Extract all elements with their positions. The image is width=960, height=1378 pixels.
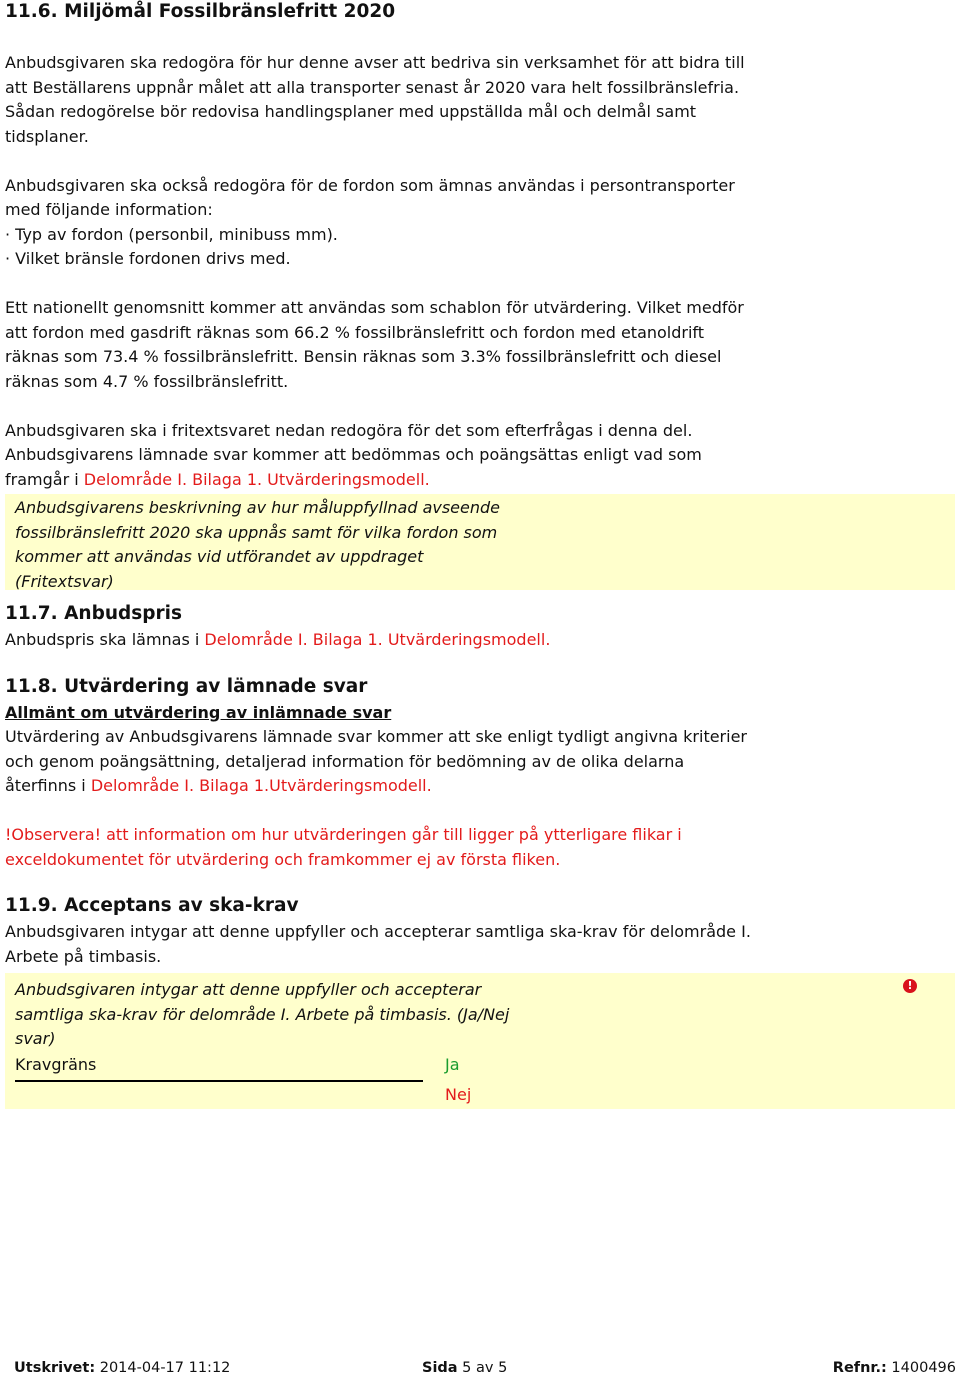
text-line: Anbudsgivaren ska redogöra för hur denne avser att bedriva sin verksamhet för att bidra till xyxy=(5,53,745,72)
evaluation-model-reference: Delområde I. Bilaga 1.Utvärderingsmodell. xyxy=(90,776,432,795)
page-label: Sida xyxy=(422,1360,458,1376)
section-11-8-subtitle: Allmänt om utvärdering av inlämnade svar xyxy=(5,702,392,722)
section-11-6-paragraph-4 xyxy=(5,419,955,493)
text-line: och genom poängsättning, detaljerad information för bedömning av de olika delarna xyxy=(5,751,685,771)
text-span: återfinns i xyxy=(5,776,91,795)
observe-notice xyxy=(5,823,955,872)
answer-no-option[interactable]: Nej xyxy=(445,1085,472,1104)
notice-line: !Observera! att information om hur utvärderingen går till ligger på ytterligare flikar i xyxy=(5,825,682,844)
question-line: samtliga ska-krav för delområde I. Arbete på timbasis. (Ja/Nej xyxy=(15,1004,510,1024)
text-span: framgår i xyxy=(5,469,84,489)
kravgrans-label: Kravgräns xyxy=(15,1055,423,1082)
bullet-item: · Typ av fordon (personbil, minibuss mm). xyxy=(5,224,338,244)
section-11-9-title: 11.9. Acceptans av ska-krav xyxy=(5,895,299,916)
printed-value: 2014-04-17 11:12 xyxy=(95,1360,231,1376)
section-11-8-title: 11.8. Utvärdering av lämnade svar xyxy=(5,675,368,697)
question-line: (Fritextsvar) xyxy=(15,571,114,591)
free-text-answer-box[interactable] xyxy=(5,494,955,590)
acceptance-question xyxy=(15,978,555,1052)
section-11-6-title: 11.6. Miljömål Fossilbränslefritt 2020 xyxy=(5,1,396,22)
text-line: Utvärdering av Anbudsgivarens lämnade svar kommer att ske enligt tydligt angivna kriterier xyxy=(5,727,747,746)
section-11-6-paragraph-1 xyxy=(5,51,955,149)
warning-icon: ! xyxy=(903,979,917,993)
question-line: Anbudsgivaren intygar att denne uppfyller och accepterar xyxy=(15,980,482,999)
answer-yes-option[interactable]: Ja xyxy=(445,1055,460,1074)
question-line: Anbudsgivarens beskrivning av hur måluppfyllnad avseende xyxy=(15,498,501,517)
section-11-7-title: 11.7. Anbudspris xyxy=(5,603,182,624)
bullet-item: · Vilket bränsle fordonen drivs med. xyxy=(5,249,291,268)
section-11-6-paragraph-2 xyxy=(5,174,955,272)
question-line: fossilbränslefritt 2020 ska uppnås samt för vilka fordon som xyxy=(15,522,498,542)
refnr-value: 1400496 xyxy=(886,1360,956,1376)
text-line: räknas som 4.7 % fossilbränslefritt. xyxy=(5,371,289,391)
question-line: kommer att användas vid utförandet av uppdraget xyxy=(15,547,424,566)
section-11-7-text xyxy=(5,628,955,653)
reference-number xyxy=(833,1358,956,1378)
text-line: att Beställarens uppnår målet att alla transporter senast år 2020 vara helt fossilbränslefria. xyxy=(5,77,740,97)
text-line: tidsplaner. xyxy=(5,126,89,146)
page-value: 5 av 5 xyxy=(457,1360,508,1376)
notice-line: exceldokumentet för utvärdering och framkommer ej av första fliken. xyxy=(5,849,561,869)
section-11-6-paragraph-3 xyxy=(5,296,955,394)
text-line: Sådan redogörelse bör redovisa handlingsplaner med uppställda mål och delmål samt xyxy=(5,102,697,121)
evaluation-model-reference: Delområde I. Bilaga 1. Utvärderingsmodell. xyxy=(204,630,551,649)
text-line: att fordon med gasdrift räknas som 66.2 % fossilbränslefritt och fordon med etanoldrift xyxy=(5,322,705,342)
text-line: Anbudsgivaren intygar att denne uppfyller och accepterar samtliga ska-krav för delområde I. xyxy=(5,922,751,941)
text-line xyxy=(5,468,955,493)
printed-date xyxy=(14,1358,230,1378)
text-line: Anbudsgivaren ska också redogöra för de fordon som ämnas användas i persontransporter xyxy=(5,175,735,195)
evaluation-model-reference: Delområde I. Bilaga 1. Utvärderingsmodell. xyxy=(83,469,430,489)
page-number xyxy=(422,1358,507,1378)
text-line: Arbete på timbasis. xyxy=(5,946,162,966)
requirement-acceptance-box xyxy=(5,973,955,1109)
refnr-label: Refnr.: xyxy=(832,1360,887,1376)
text-line: Ett nationellt genomsnitt kommer att användas som schablon för utvärdering. Vilket medför xyxy=(5,298,744,317)
text-line: med följande information: xyxy=(5,200,213,219)
question-line: svar) xyxy=(15,1029,56,1048)
document-page xyxy=(5,0,955,1109)
text-line: Anbudsgivarens lämnade svar kommer att bedömmas och poängsättas enligt vad som xyxy=(5,445,702,464)
text-line: räknas som 73.4 % fossilbränslefritt. Bensin räknas som 3.3% fossilbränslefritt och diesel xyxy=(5,347,722,366)
text-line: Anbudsgivaren ska i fritextsvaret nedan redogöra för det som efterfrågas i denna del. xyxy=(5,420,693,440)
page-footer xyxy=(14,1358,956,1378)
printed-label: Utskrivet: xyxy=(14,1360,96,1376)
text-line xyxy=(5,774,955,799)
text-span: Anbudspris ska lämnas i xyxy=(5,630,205,649)
